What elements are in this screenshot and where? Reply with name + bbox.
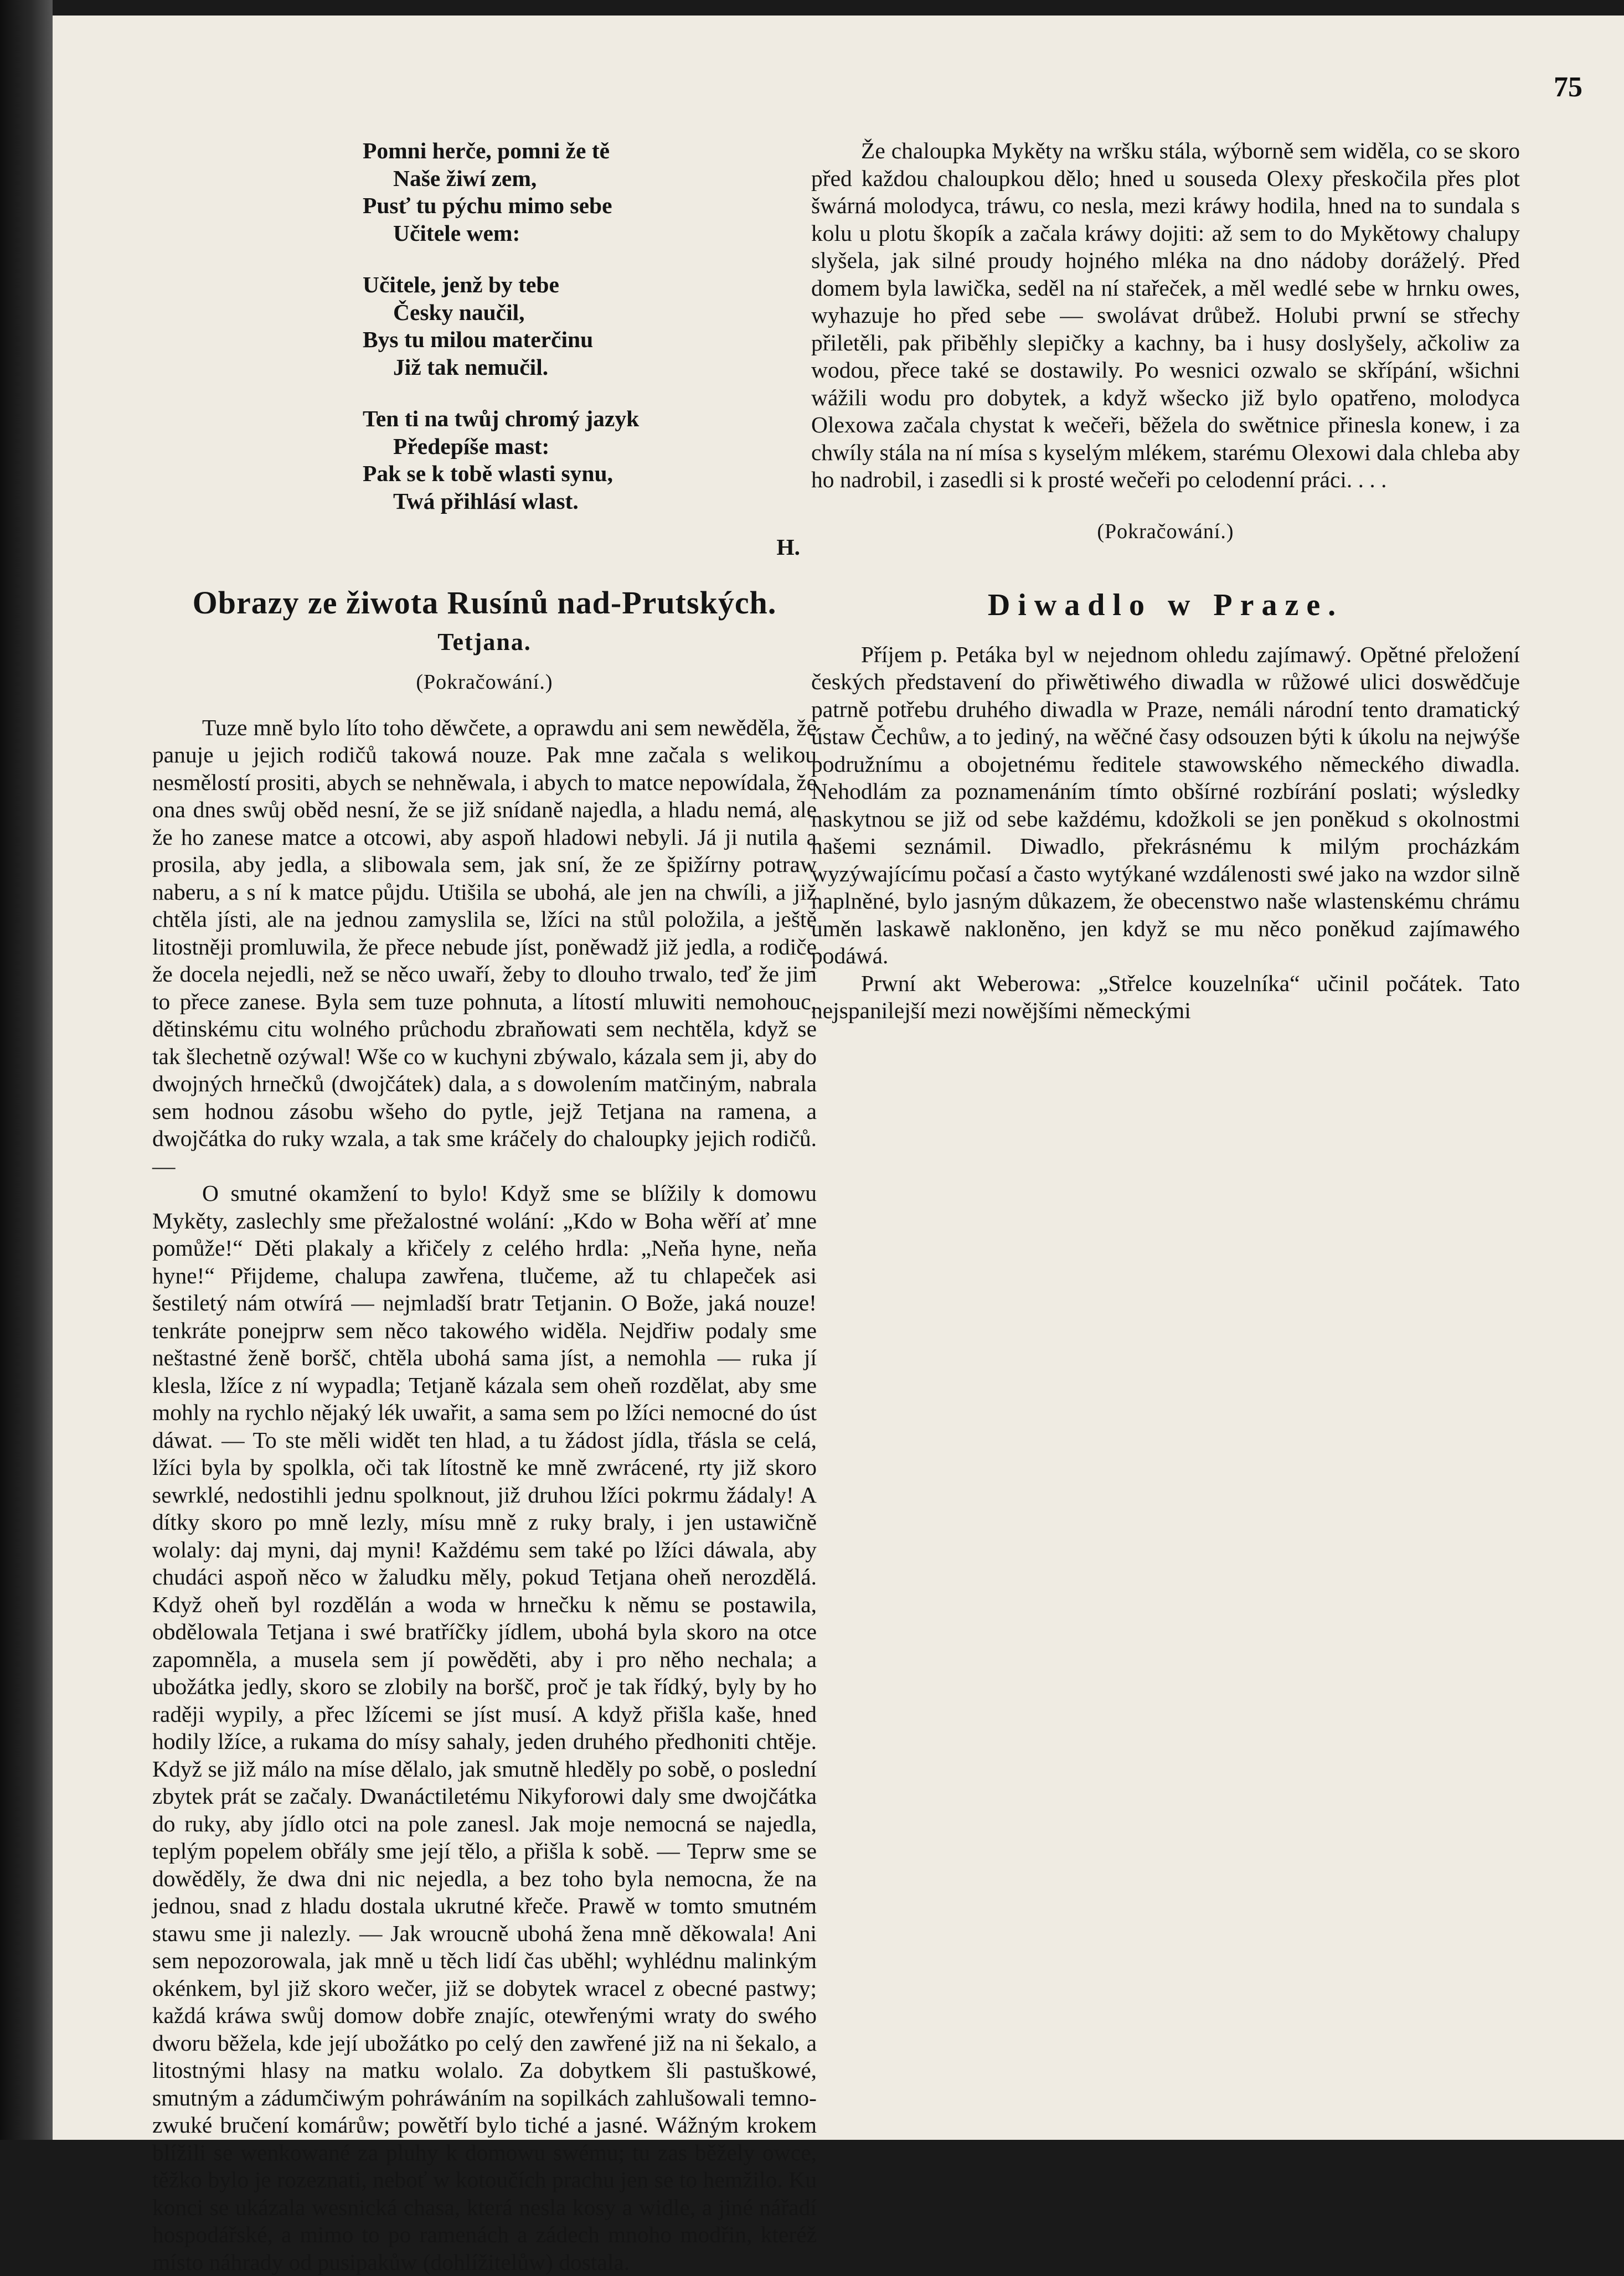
- poem-line: Učitele wem:: [393, 220, 520, 246]
- left-column: [152, 137, 817, 2276]
- article-paragraph: Tuze mně bylo líto toho děwčete, a oprawdu ani sem newěděla, že panuje u jejich rodičů takowá nouze. Pak mne začala s welikou nesmělostí prositi, abych se nehněwala, i abych to matce nepowídala, že ona dnes swůj oběd nesní, že se již snídaně najedla, a hladu nemá, ale že ho zanese matce a otcowi, aby aspoň hladowi nebyli. Já ji nutila a prosila, aby jedla, a slibowala sem, jak sní, že ze špižírny potraw naberu, a s ní k matce půjdu. Utišila se ubohá, ale jen na chwíli, a již chtěla jísti, ale na jednou zamyslila se, lžíci na stůl položila, a ještě litostněji promluwila, že přece nebude jíst, poněwadž již jedla, a rodiče že docela nejedli, než se něco uwaří, žeby to dlouho trwalo, teď že jim to přece zanese. Byla sem tuze pohnuta, a lítostí mluwiti nemohouc, dětinskému citu wolného průchodu zbraňowati sem nechtěla, když se tak šlechetně ozýwal! Wše co w kuchyni zbýwalo, kázala sem ji, aby do dwojných hrnečků (dwojčátek) dala, a s dowolením matčiným, nabrala sem hodnou zásobu wšeho do pytle, jejž Tetjana na ramena, a dwojčátka do ruky wzala, a tak sme kráčely do chaloupky jejich rodičů. —: [152, 714, 817, 1179]
- poem-line: Pak se k tobě wlasti synu,: [363, 461, 613, 486]
- poem-line: Již tak nemučil.: [393, 354, 549, 380]
- poem-stanza: [363, 271, 817, 381]
- theatre-paragraph: Prwní akt Weberowa: „Střelce kouzelníka“ učinil počátek. Tato nejspanilejší mezi nowějšími německými: [811, 970, 1520, 1023]
- poem: [363, 137, 817, 515]
- poem-line: Předepíše mast:: [393, 433, 550, 459]
- poem-stanza: [363, 137, 817, 247]
- continuation-note: (Pokračowání.): [416, 670, 553, 694]
- article-subtitle: Tetjana.: [437, 628, 532, 656]
- theatre-paragraph: Příjem p. Petáka byl w nejednom ohledu zajímawý. Opětné přeložení českých představení do přiwětiwého diwadla w růžowé ulici doswědčuje patrně potřebu druhého diwadla w Praze, nemáli národní tento dramatický ústaw Čechůw, a to jediný, na wěčné časy odsouzen býti k úkolu na nejwýše podružnímu a obojetnému ředitele stawowského německého diwadla. Nehodlám za poznamenáním tímto obšírné rozbírání poslati; wýsledky naskytnou se již od sebe každému, kdožkoli se jen poněkud s okolnostmi našemi seznámil. Diwadlo, překrásnému k milým procházkám wyzýwajícímu počasí a často wytýkané wzdálenosti swé jako na wzdor silně naplněné, bylo jasným důkazem, že obecenstwo naše wlastenskému chrámu uměn laskawě nakloněno, jen když se mu něco poněkud zajímawého podáwá.: [811, 641, 1520, 968]
- article-title: Obrazy ze žiwota Rusínů nad-Prutských.: [192, 584, 777, 621]
- scanned-page: [53, 16, 1624, 2275]
- right-column: [811, 137, 1520, 1025]
- poem-line: Bys tu milou materčinu: [363, 327, 594, 352]
- theatre-title: Diwadlo w Praze.: [987, 587, 1344, 622]
- page-left-edge-shadow: [0, 0, 53, 2140]
- poem-line: Twá přihlásí wlast.: [393, 488, 579, 514]
- poem-signature: H.: [776, 534, 800, 560]
- poem-line: Pusť tu pýchu mimo sebe: [363, 193, 612, 218]
- poem-line: Pomni herče, pomni že tě: [363, 138, 610, 163]
- article-paragraph: Že chaloupka Mykěty na wršku stála, wýborně sem widěla, co se skoro před každou chaloupkou dělo; hned u souseda Olexy přeskočila přes plot šwárná molodyca, tráwu, co nesla, mezi kráwy hodila, hned na to sundala s kolu u plotu škopík a začala kráwy dojiti: až sem to do Mykětowy chalupy slyšela, jak silné proudy hojného mléka na dno nádoby doráželý. Před domem byla lawička, seděl na ní stařeček, a měl wedlé sebe w hrnku owes, wyhazuje ho před sebe — swolávat drůbež. Holubi prwní se střechy přiletěli, pak přiběhly slepičky a kachny, ba i husy doslyšely, ačkoliw za wodou, přece také se dostawily. Po wesnici ozwalo se skřípání, wšichni wážili wodu pro dobytek, a když wšecko již bylo opatřeno, molodyca Olexowa začala chystat k wečeři, běžela do swětnice přinesla konew, i za chwíly stála na ní mísa s kyselým mlékem, starému Olexowi dala chleba aby ho nadrobil, i zasedli si k prosté wečeři po celodenní práci. . . .: [811, 138, 1520, 492]
- poem-line: Česky naučil,: [393, 299, 525, 325]
- poem-line: Naše žiwí zem,: [393, 165, 537, 191]
- page-number: 75: [1554, 71, 1582, 103]
- continuation-note-end: (Pokračowání.): [1097, 519, 1234, 543]
- poem-stanza: [363, 405, 817, 515]
- poem-line: Ten ti na twůj chromý jazyk: [363, 406, 640, 431]
- poem-line: Učitele, jenž by tebe: [363, 272, 559, 297]
- article-paragraph: O smutné okamžení to bylo! Když sme se blížily k domowu Mykěty, zaslechly sme přežalostné wolání: „Kdo w Boha wěří ať mne pomůže!“ Děti plakaly a křičely z celého hrdla: „Neňa hyne, neňa hyne!“ Přijdeme, chalupa zawřena, tlučeme, až tu chlapeček asi šestiletý nám otwírá — nejmladší bratr Tetjanin. O Bože, jaká nouze! tenkráte ponejprw sem něco takowého widěla. Nejdřiw podaly sme neštastné ženě boršč, chtěla ubohá sama jíst, a nemohla — ruka jí klesla, lžíce z ní wypadla; Tetjaně kázala sem oheň rozdělat, aby sme mohly na rychlo nějaký lék uwařit, a sama sem po lžíci nemocné do úst dáwat. — To ste měli widět ten hlad, a tu žádost jídla, třásla se celá, lžíci byla by spolkla, oči tak lítostně ke mně zwrácené, rty již skoro sewrklé, nedostihli jednu spolknout, již druhou lžíci pokrmu žádaly! A dítky skoro po mně lezly, mísu mně z ruky braly, i jen ustawičně wolaly: daj myni, daj myni! Každému sem také po lžíci dáwala, aby chudáci aspoň něco w žaludku měly, pokud Tetjana oheň nerozdělá. Když oheň byl rozdělán a woda w hrnečku k němu se postawila, obdělowala Tetjana i swé bratříčky jídlem, ubohá byla skoro na otce zapomněla, a musela sem jí powěděti, aby i pro něho nechala; a ubožátka jedly, skoro se zlobily na boršč, proč je tak řídký, byly by ho raději wypily, a přec lžícemi se jíst musí. A když přišla kaše, hned hodily lžíce, a rukama do mísy sahaly, jeden druhého předhoniti chtěje. Když se již málo na míse dělalo, jak smutně hleděly po sobě, o poslední zbytek prát se začaly. Dwanáctiletému Nikyforowi daly sme dwojčátka do ruky, aby jídlo otci na pole zanesl. Jak moje nemocná se najedla, teplým popelem obřály sme její tělo, a přišla k sobě. — Teprw sme se dowěděly, že dwa dni nic nejedla, a bez toho byla nemocna, že na jednou, snad z hladu dostala ukrutné křeče. Prawě w tomto smutném stawu sme ji nalezly. — Jak wroucně ubohá žena mně děkowala! Ani sem nepozorowala, jak mně u těch lidí čas uběhl; wyhlédnu malinkým okénkem, byl již skoro wečer, již se dobytek wracel z obecné pastwy; každá kráwa swůj domow dobře znajíc, otewřenými wraty do swého dworu běžela, kde její ubožátko po celý den zawřené již na ni šekalo, a litostnými hlasy na matku wolalo. Za dobytkem šli pastuškowé, smutným a zádumčiwým pohráwáním na sopilkách zahlušowali temno-zwuké bručení komárůw; powětří bylo tiché a jasné. Wážným krokem blížili se wenkowané za pluhy k domowu swému; tu zas běžely owce, těžko bylo je rozeznati, neboť w kotoučích prachu jen se to hemžilo. Ku konci se ukázala wesnická chasa, která nesla kosy a widle, a jiné nářadí hospodářské, a mimo to po ramenách a zádech mnoho modřin, kteréž místo náhrady od pusipakůw (dohlížitelůw) dostala.: [152, 1180, 817, 2275]
